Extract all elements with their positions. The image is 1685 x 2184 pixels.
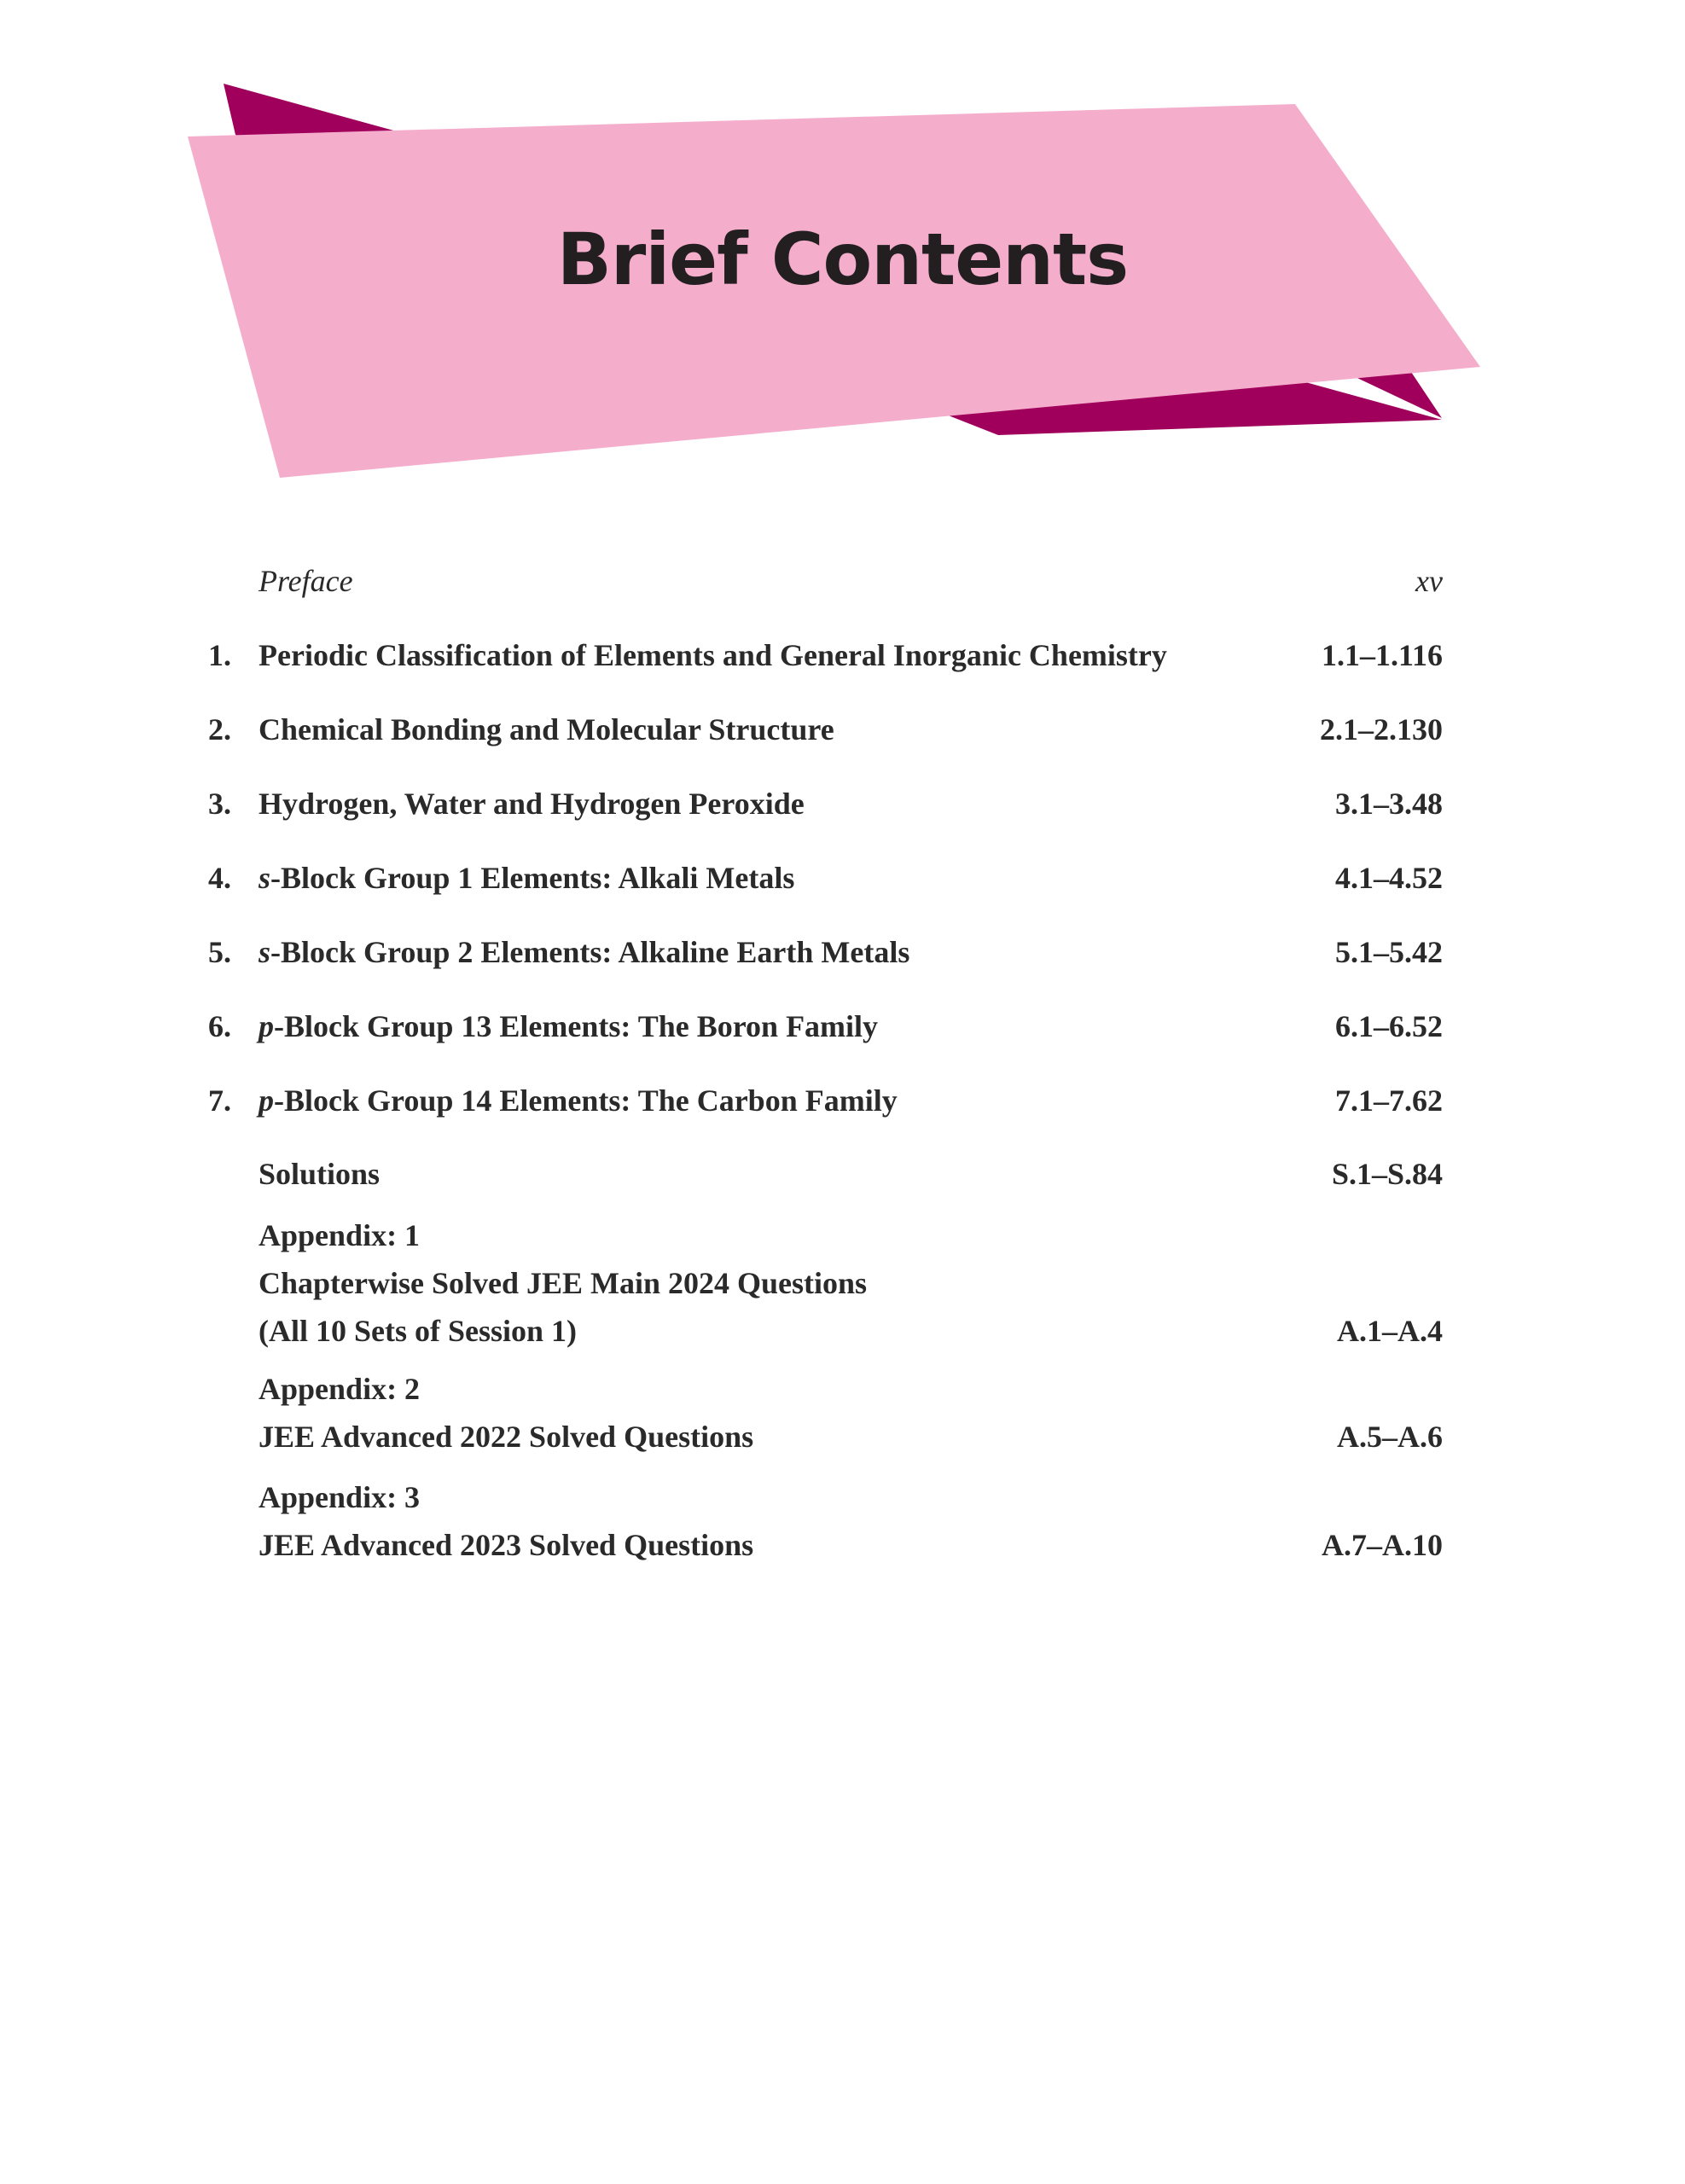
appendix-heading: Appendix: 2: [259, 1372, 421, 1406]
chapter-pages: 7.1–7.62: [1335, 1083, 1443, 1118]
chapter-number: 1.: [208, 638, 231, 672]
appendix-line: (All 10 Sets of Session 1): [259, 1314, 578, 1348]
appendix-line: JEE Advanced 2022 Solved Questions: [259, 1420, 754, 1454]
chapter-number: 2.: [208, 712, 231, 746]
chapter-pages: 5.1–5.42: [1335, 935, 1443, 969]
chapter-title: Periodic Classification of Elements and General Inorganic Chemistry: [259, 638, 1167, 672]
chapter-title: p-Block Group 13 Elements: The Boron Family: [259, 1009, 879, 1043]
chapter-number: 5.: [208, 935, 231, 969]
appendix-pages: A.1–A.4: [1337, 1314, 1443, 1348]
page-title: Brief Contents: [556, 218, 1129, 301]
preface-label: Preface: [259, 564, 353, 598]
chapter-title: Hydrogen, Water and Hydrogen Peroxide: [259, 787, 805, 821]
chapter-number: 3.: [208, 787, 231, 821]
preface-pages: xv: [1415, 564, 1443, 598]
appendix-heading: Appendix: 1: [259, 1218, 421, 1252]
chapter-number: 4.: [208, 861, 231, 895]
appendix-label: [259, 1211, 867, 1355]
solutions-label: Solutions: [259, 1157, 381, 1191]
appendix-label: [259, 1365, 753, 1461]
chapter-pages: 6.1–6.52: [1335, 1009, 1443, 1043]
chapter-pages: 2.1–2.130: [1320, 712, 1443, 746]
chapter-title: p-Block Group 14 Elements: The Carbon Family: [259, 1083, 898, 1118]
appendix-line: JEE Advanced 2023 Solved Questions: [259, 1528, 754, 1562]
appendix-label: [259, 1473, 753, 1569]
chapter-title: Chemical Bonding and Molecular Structure: [259, 712, 834, 746]
chapter-pages: 1.1–1.116: [1321, 638, 1443, 672]
chapter-title: s-Block Group 1 Elements: Alkali Metals: [259, 861, 795, 895]
appendix-pages: A.5–A.6: [1337, 1420, 1443, 1454]
solutions-pages: S.1–S.84: [1331, 1157, 1443, 1191]
title-banner: [0, 0, 1685, 512]
appendix-line: Chapterwise Solved JEE Main 2024 Questions: [259, 1266, 868, 1300]
chapter-number: 6.: [208, 1009, 231, 1043]
chapter-pages: 4.1–4.52: [1335, 861, 1443, 895]
chapter-pages: 3.1–3.48: [1335, 787, 1443, 821]
chapter-number: 7.: [208, 1083, 231, 1118]
appendix-heading: Appendix: 3: [259, 1480, 421, 1514]
appendix-pages: A.7–A.10: [1322, 1528, 1443, 1562]
chapter-title: s-Block Group 2 Elements: Alkaline Earth Metals: [259, 935, 910, 969]
